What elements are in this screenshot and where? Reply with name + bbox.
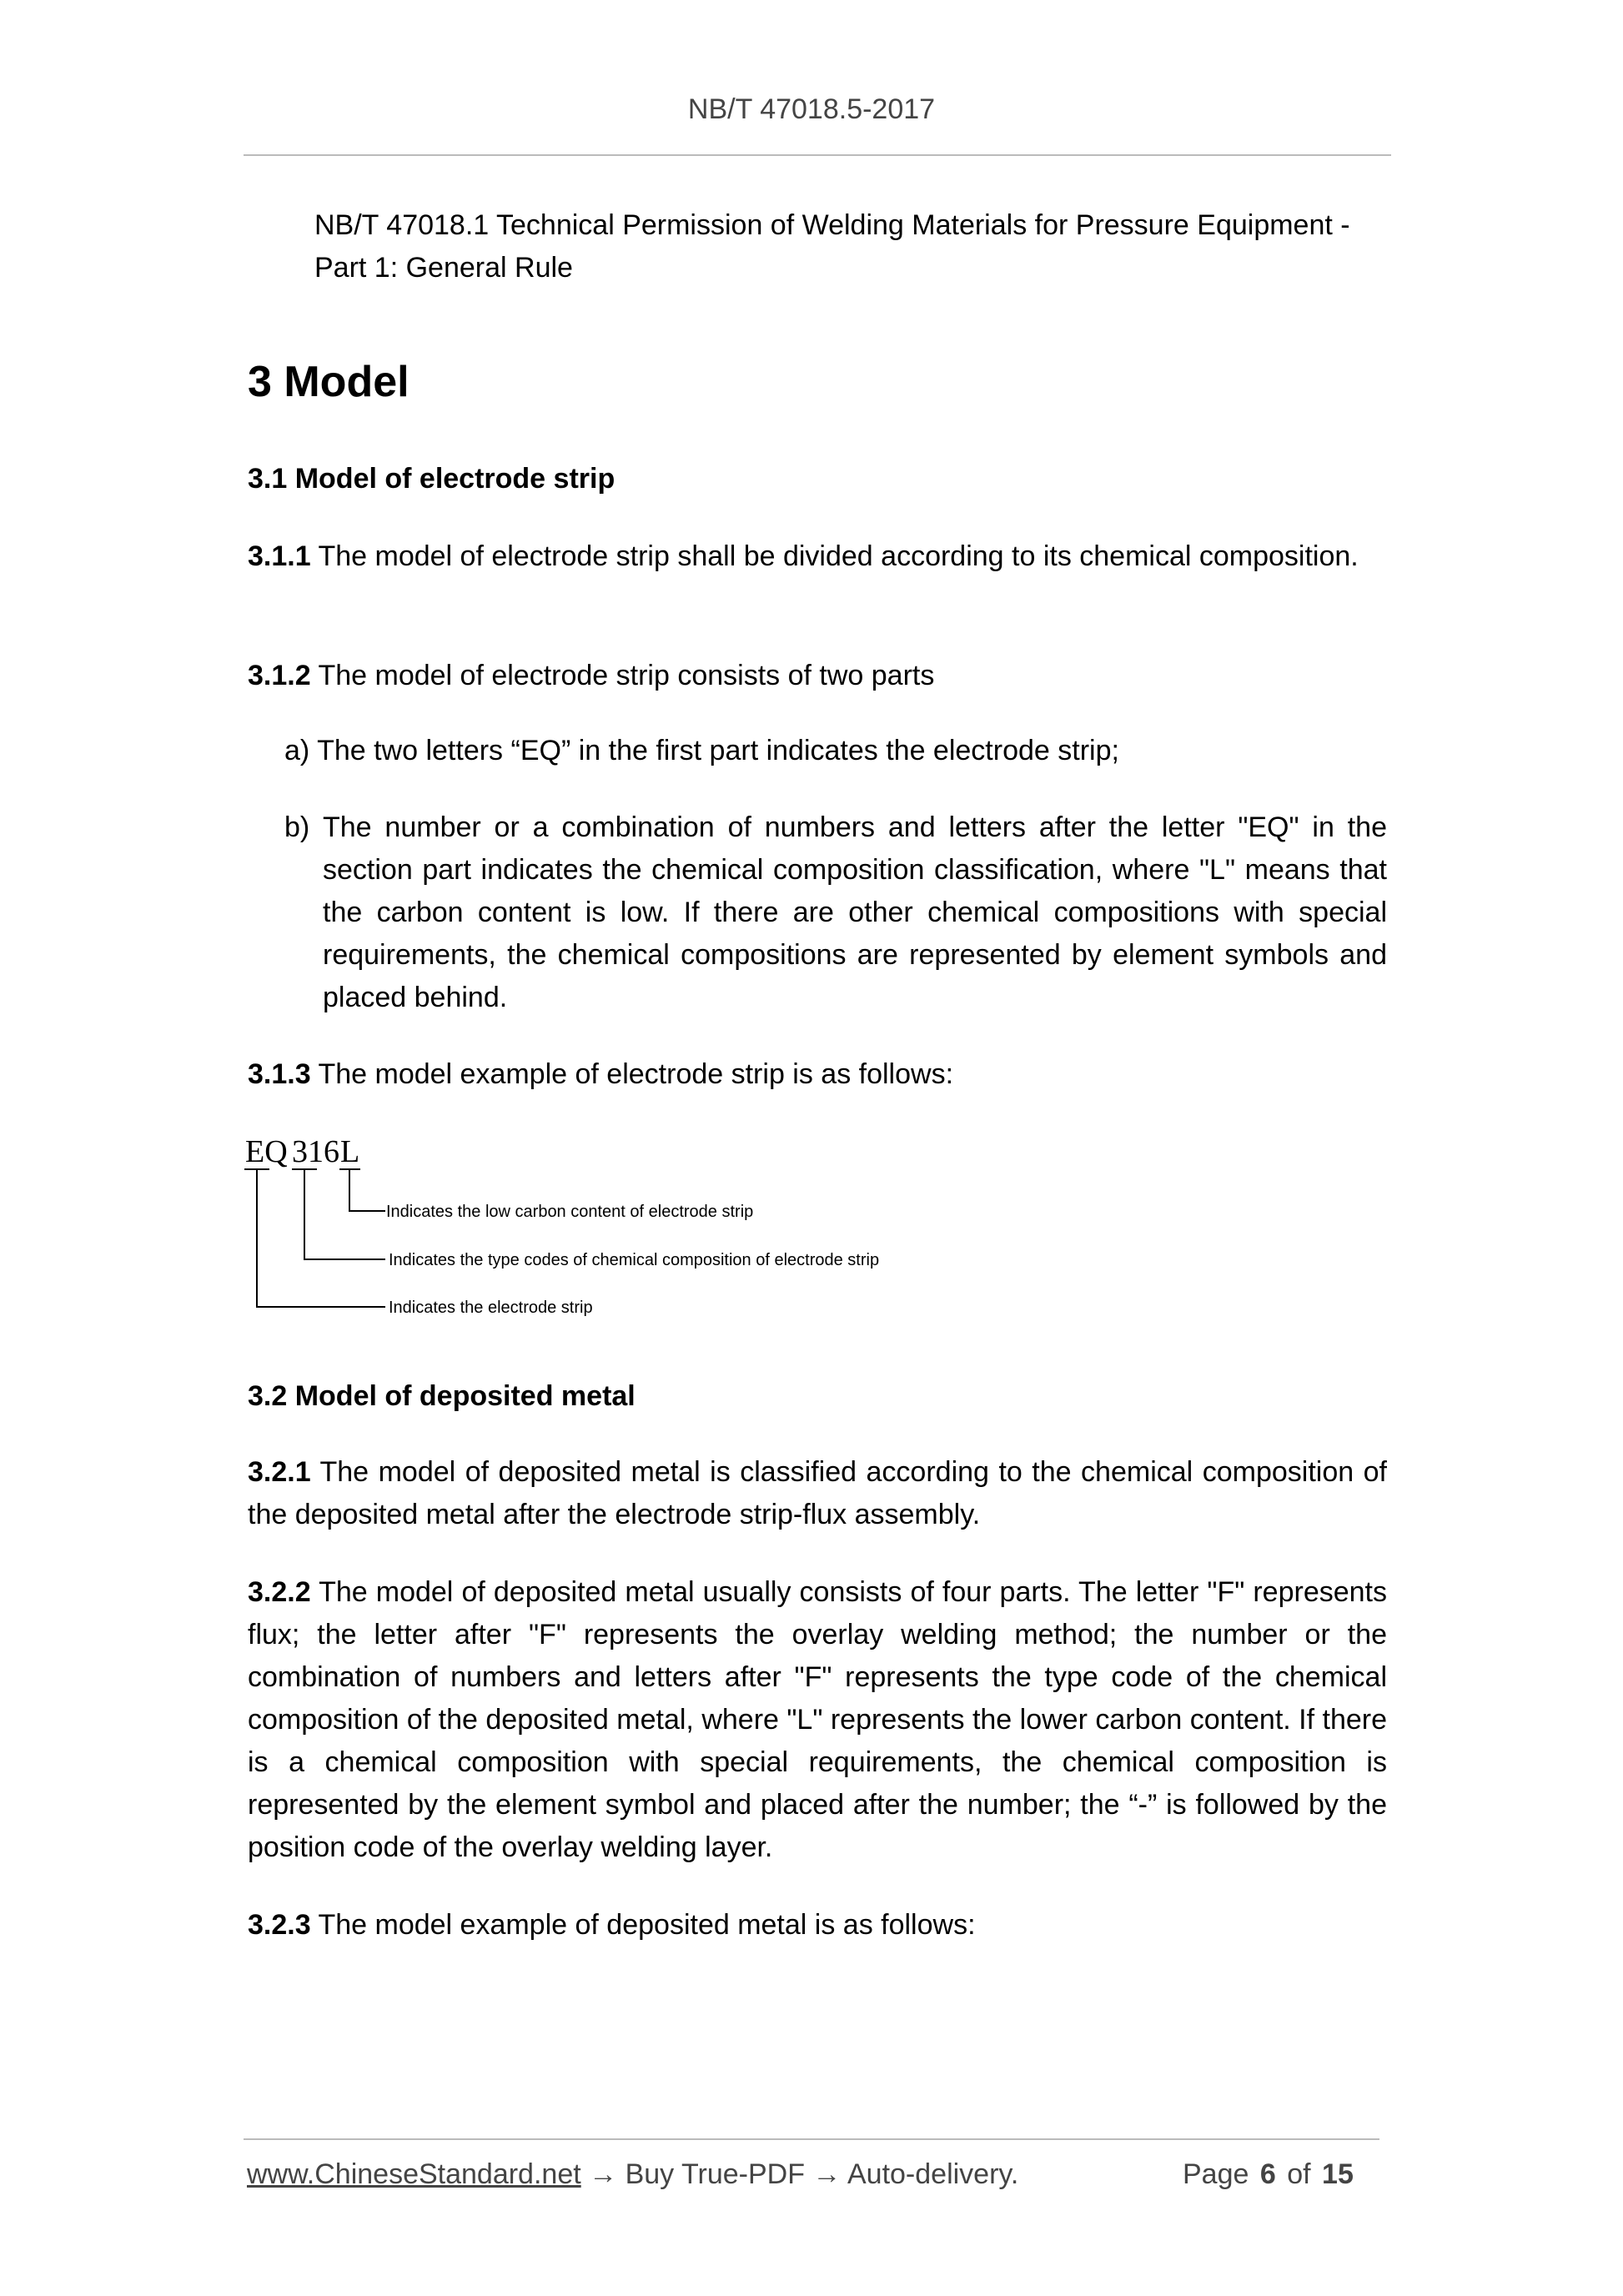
clause-text: The model example of electrode strip is as follows:: [310, 1058, 954, 1090]
clause-text: The model of electrode strip consists of two parts: [310, 660, 935, 691]
clause-text: The model of electrode strip shall be divided according to its chemical composition.: [310, 540, 1359, 572]
clause-3-2-1: [248, 1451, 1387, 1536]
list-text: The two letters “EQ” in the first part indicates the electrode strip;: [317, 735, 1119, 766]
subsection-title: 3.2 Model of deposited metal: [248, 1380, 636, 1412]
clause-number: 3.2.1: [248, 1456, 311, 1488]
diagram-label-electrode-strip: Indicates the electrode strip: [389, 1299, 593, 1317]
diagram-part-316: 316: [292, 1134, 339, 1169]
current-page: 6: [1259, 2158, 1276, 2190]
diagram-part-eq: EQ: [245, 1134, 288, 1169]
diagram-label-type-codes: Indicates the type codes of chemical composition of electrode strip: [389, 1251, 880, 1269]
total-pages: 15: [1322, 2158, 1354, 2190]
page-header: NB/T 47018.5-2017: [687, 93, 936, 125]
subsection-title: 3.1 Model of electrode strip: [248, 463, 616, 495]
footer-divider: [244, 2138, 1379, 2140]
clause-number: 3.1.2: [248, 660, 311, 691]
clause-text: The model example of deposited metal is as follows:: [310, 1909, 976, 1941]
leader-316: [304, 1169, 385, 1259]
page-number: [1183, 2158, 1354, 2191]
footer-promo: [247, 2158, 1018, 2191]
clause-number: 3.1.3: [248, 1058, 311, 1090]
page-of: of: [1287, 2158, 1311, 2190]
reference-entry: NB/T 47018.1 Technical Permission of Welding Materials for Pressure Equipment - Part 1: General Rule: [314, 209, 1350, 284]
list-text: The number or a combination of numbers and letters after the letter "EQ" in the section part indicates the chemical composition classification, where "L" means that the carbon content is low. If there are other chemical compositions with special requirements, the chemical compositions are represented by element symbols and placed behind.: [323, 811, 1387, 1013]
clause-number: 3.2.2: [248, 1576, 311, 1608]
clause-text: The model of deposited metal is classified according to the chemical composition of the deposited metal after the electrode strip-flux assembly.: [248, 1456, 1387, 1530]
clause-text: The model of deposited metal usually consists of four parts. The letter "F" represents flux; the letter after "F" represents the overlay welding method; the number or the combination of numbers and letters after "F" represents the type code of the chemical composition of the deposited metal, where "L" represents the lower carbon content. If there is a chemical composition with special requirements, the chemical composition is represented by the element symbol and placed after the number; the “-” is followed by the position code of the overlay welding layer.: [248, 1576, 1388, 1863]
leader-l: [349, 1169, 385, 1211]
clause-3-2-2: [248, 1571, 1387, 1869]
list-label: a): [284, 735, 310, 766]
clause-number: 3.1.1: [248, 540, 311, 572]
list-label: b): [284, 811, 310, 843]
website-link[interactable]: www.ChineseStandard.net: [247, 2158, 581, 2190]
diagram-label-low-carbon: Indicates the low carbon content of electrode strip: [386, 1203, 754, 1221]
section-title: 3 Model: [248, 358, 410, 406]
leader-eq: [257, 1169, 385, 1307]
page-label: Page: [1183, 2158, 1249, 2190]
clause-3-2-3: [248, 1904, 1387, 1947]
footer-text: → Buy True-PDF → Auto-delivery.: [580, 2158, 1019, 2190]
diagram-part-l: L: [340, 1134, 360, 1169]
clause-number: 3.2.3: [248, 1909, 311, 1941]
